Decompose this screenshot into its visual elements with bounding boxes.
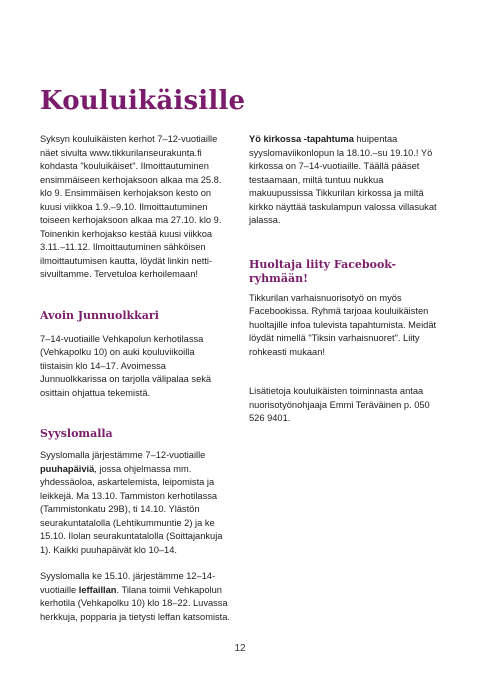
section-avoin-junnuolkkari: [40, 309, 230, 401]
syyslomalla-paragraph-2: [40, 570, 230, 624]
contact-paragraph: Lisätietoja kouluikäisten toiminnasta antaa nuorisotyönohjaaja Emmi Teräväinen p. 050 526 9401.: [249, 386, 430, 423]
text: . Tilana toimii Vehkapolun kerhotila (Vehkapolku 10) klo 18–22. Luvassa herkkuja, popparia ja tietysti leffan katsomista.: [40, 584, 230, 622]
avoin-paragraph: 7–14-vuotiaille Vehkapolun kerhotilassa (Vehkapolku 10) on auki kouluviikoilla tiistaisin klo 14–17. Avoimessa Junnuolkkarissa on tarjolla välipalaa sekä osittain ohjattua tekemistä.: [40, 333, 212, 398]
syyslomalla-paragraph-1: [40, 449, 230, 557]
bold-text: leffaillan: [78, 584, 117, 595]
bold-text: Yö kirkossa -tapahtuma: [249, 134, 354, 144]
section-syyslomalla: [40, 427, 230, 624]
text: Syyslomalla järjestämme 7–12-vuotiaille: [40, 450, 206, 460]
right-column: [249, 133, 439, 426]
page-title: Kouluikäisille: [40, 86, 246, 116]
bold-text: puuhapäiviä: [40, 463, 95, 474]
section-contact-info: [249, 385, 439, 426]
facebook-paragraph: Tikkurilan varhaisnuorisotyö on myös Facebookissa. Ryhmä tarjoaa kouluikäisten huoltajille infoa tulevista tapahtumista. Meidät löydät nimellä "Tiksin varhaisnuoret". Liity rohkeasti mukaan!: [249, 292, 437, 357]
text: , jossa ohjelmassa mm. yhdessäoloa, askartelemista, leipomista ja leikkejä. Ma 13.10. Tammiston kerhotilassa (Tammistonkatu 29B), ti 14.10. Ylästön seurakuntatalolla (Lehtikummuntie 2) ja ke 15.10. Ilolan seurakuntatalolla (Soittajankuja 1). Kaikki puuhapäivät klo 10–14.: [40, 463, 223, 555]
text: huipentaa syyslomaviikonlopun la 18.10.–su 19.10.! Yö kirkossa on 7–14-vuotiaille. Täällä pääset testaamaan, miltä tuntuu nukkua makuupussissa Tikkurilan kirkossa ja miltä kirkko näyttää taskulampun valossa villasukat jalassa.: [249, 134, 437, 225]
page-number: 12: [234, 643, 246, 654]
heading-avoin-junnuolkkari: Avoin Junnuolkkari: [40, 308, 159, 322]
section-facebook: [249, 258, 439, 360]
text: Syyslomalla ke 15.10. järjestämme 12–14-vuotiaille: [40, 571, 216, 595]
left-column: [40, 133, 230, 624]
heading-syyslomalla: Syyslomalla: [40, 427, 113, 440]
yo-kirkossa-paragraph: [249, 133, 439, 228]
heading-facebook: Huoltaja liity Facebook-ryhmään!: [249, 257, 397, 285]
intro-paragraph: Syksyn kouluikäisten kerhot 7–12-vuotiaille näet sivulta www.tikkurilanseurakunta.fi kohdasta "kouluikäiset". Ilmoittautuminen ensimmäiseen kerhojaksoon alkaa ma 25.8. klo 9. Ensimmäisen kerhojakson kesto on kuusi viikkoa 1.9.–9.10. Ilmoittautuminen toiseen kerhojaksoon alkaa ma 27.10. klo 9. Toinenkin kerhojakso kestää kuusi viikkoa 3.11.–11.12. Ilmoittautuminen sähköisen ilmoittautumisen kautta, löydät linkin netti-sivuiltamme. Tervetuloa kerhoilemaan!: [40, 134, 222, 279]
